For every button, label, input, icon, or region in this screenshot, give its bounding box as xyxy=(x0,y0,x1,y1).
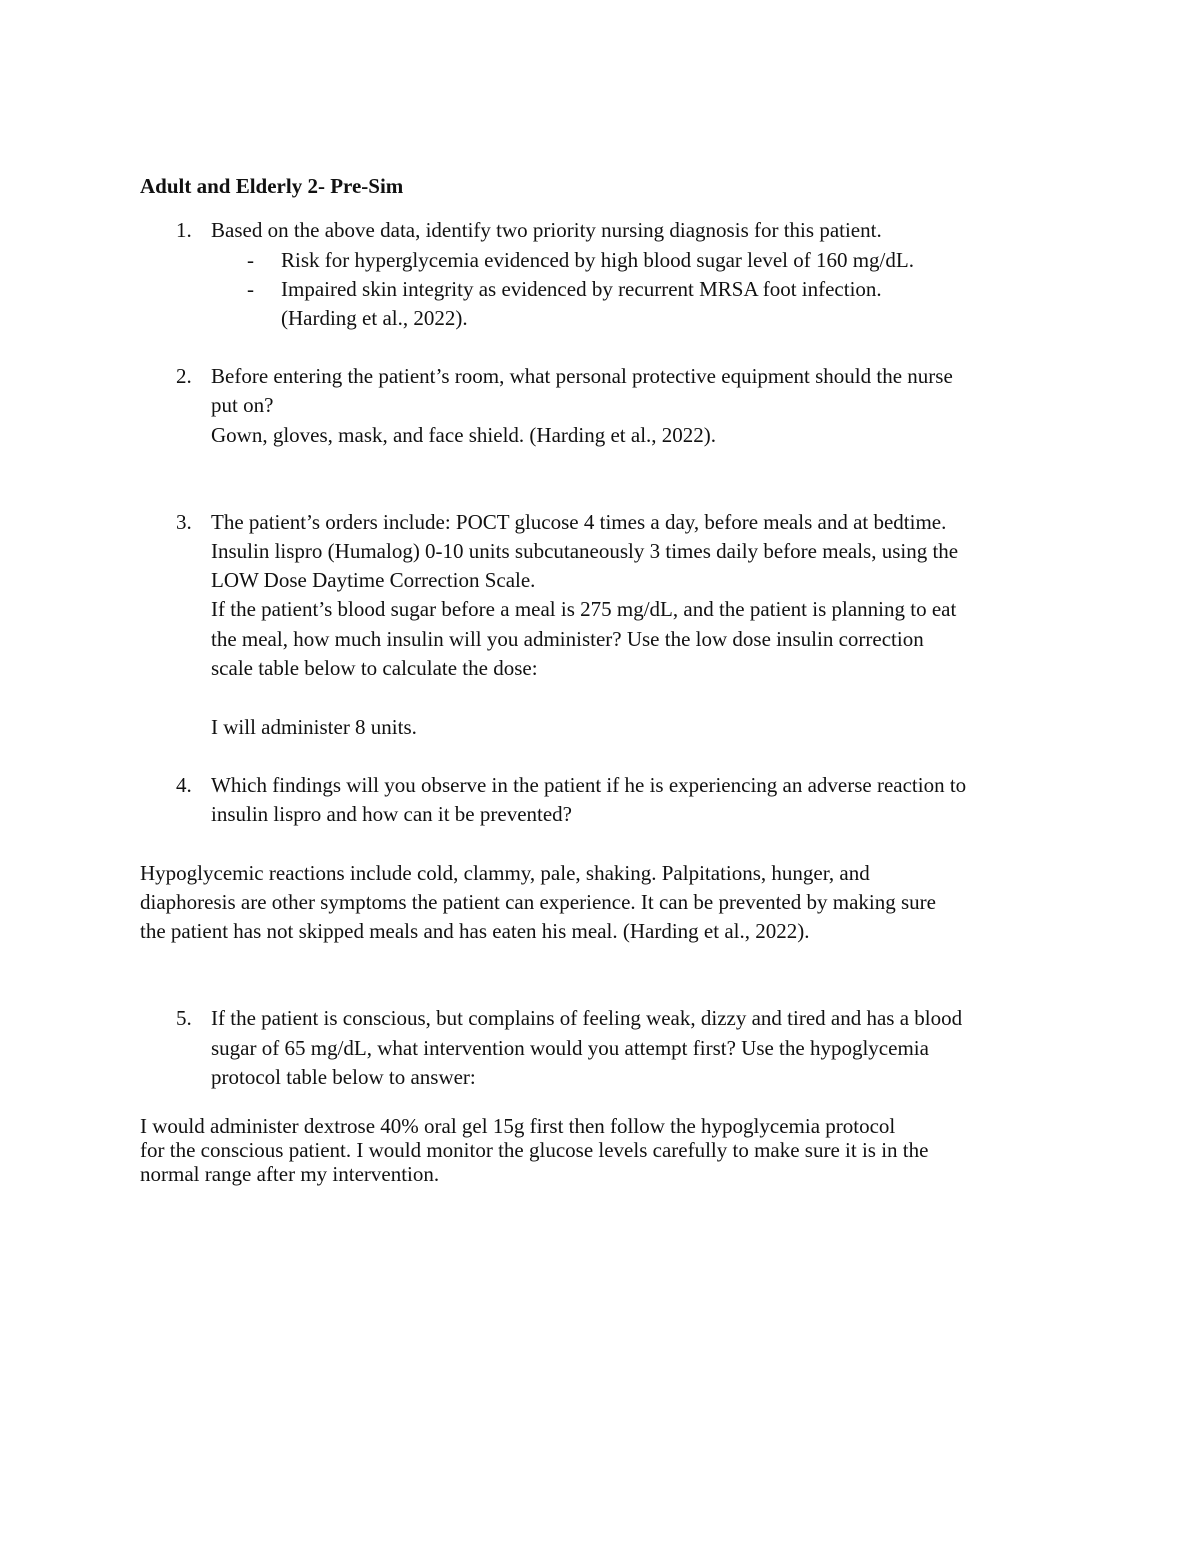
q5-answer-line: I would administer dextrose 40% oral gel 15g first then follow the hypoglycemia protocol xyxy=(140,1114,896,1138)
q4-question-line: Which findings will you observe in the patient if he is experiencing an adverse reaction to xyxy=(211,773,967,797)
q1-question: Based on the above data, identify two priority nursing diagnosis for this patient. xyxy=(211,218,882,242)
q3-line: LOW Dose Daytime Correction Scale. xyxy=(211,568,536,592)
q5-question-line: If the patient is conscious, but complains of feeling weak, dizzy and tired and has a blood xyxy=(211,1006,963,1030)
q1-bullet-dash: - xyxy=(247,248,254,272)
q2-number: 2. xyxy=(176,364,192,388)
q4-number: 4. xyxy=(176,773,192,797)
q3-line: The patient’s orders include: POCT glucose 4 times a day, before meals and at bedtime. xyxy=(211,510,947,534)
q2-question-line: Before entering the patient’s room, what personal protective equipment should the nurse xyxy=(211,364,953,388)
q5-question-line: protocol table below to answer: xyxy=(211,1065,476,1089)
q4-answer-line: diaphoresis are other symptoms the patient can experience. It can be prevented by making sure xyxy=(140,890,936,914)
q2-question-line: put on? xyxy=(211,393,274,417)
q3-number: 3. xyxy=(176,510,192,534)
q3-line: scale table below to calculate the dose: xyxy=(211,656,538,680)
q4-question-line: insulin lispro and how can it be prevented? xyxy=(211,802,572,826)
q4-answer-line: Hypoglycemic reactions include cold, clammy, pale, shaking. Palpitations, hunger, and xyxy=(140,861,870,885)
q1-number: 1. xyxy=(176,218,192,242)
q5-answer-line: normal range after my intervention. xyxy=(140,1162,440,1186)
q3-answer: I will administer 8 units. xyxy=(211,715,417,739)
q5-answer-line: for the conscious patient. I would monitor the glucose levels carefully to make sure it is in the xyxy=(140,1138,929,1162)
q3-line: If the patient’s blood sugar before a meal is 275 mg/dL, and the patient is planning to eat xyxy=(211,597,957,621)
q1-bullet-dash: - xyxy=(247,277,254,301)
page-title: Adult and Elderly 2- Pre-Sim xyxy=(140,174,404,198)
q2-answer: Gown, gloves, mask, and face shield. (Harding et al., 2022). xyxy=(211,423,717,447)
q5-question-line: sugar of 65 mg/dL, what intervention would you attempt first? Use the hypoglycemia xyxy=(211,1036,929,1060)
q1-bullet-2: Impaired skin integrity as evidenced by recurrent MRSA foot infection. xyxy=(281,277,882,301)
q1-bullet-1: Risk for hyperglycemia evidenced by high blood sugar level of 160 mg/dL. xyxy=(281,248,914,272)
q3-line: the meal, how much insulin will you administer? Use the low dose insulin correction xyxy=(211,627,924,651)
q5-number: 5. xyxy=(176,1006,192,1030)
q1-citation: (Harding et al., 2022). xyxy=(281,306,468,330)
q3-line: Insulin lispro (Humalog) 0-10 units subcutaneously 3 times daily before meals, using the xyxy=(211,539,959,563)
q4-answer-line: the patient has not skipped meals and has eaten his meal. (Harding et al., 2022). xyxy=(140,919,810,943)
